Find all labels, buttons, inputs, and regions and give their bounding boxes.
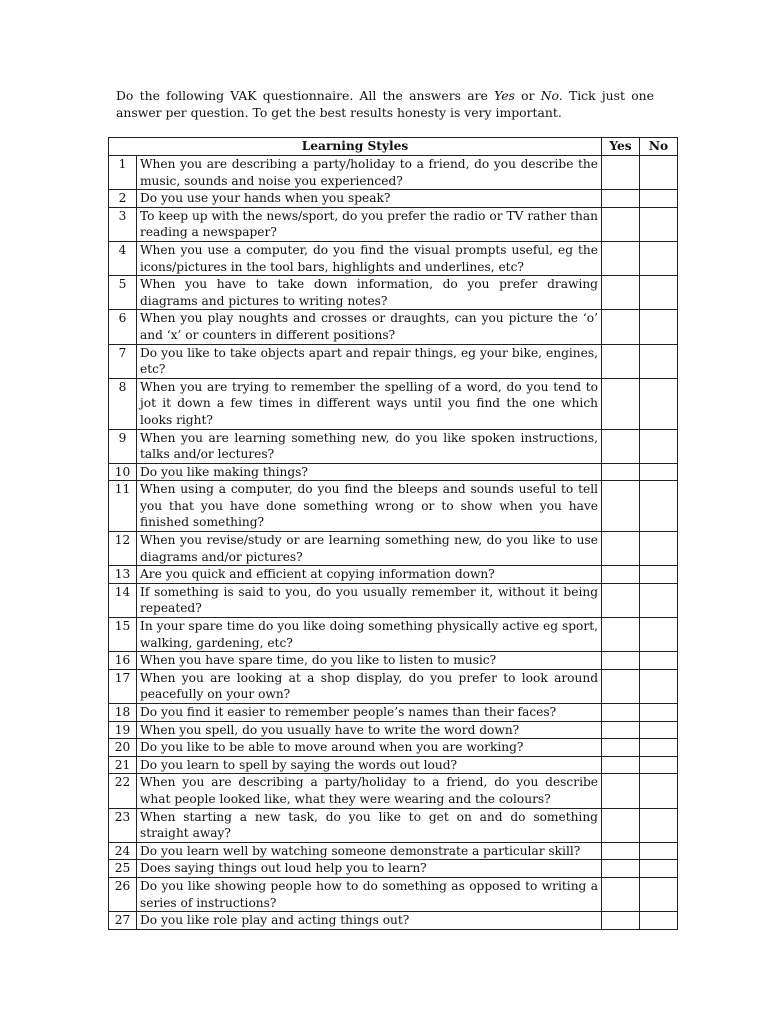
table-row	[109, 860, 678, 878]
question-text: If something is said to you, do you usually remember it, without it being repeated?	[137, 583, 602, 617]
question-text: Do you use your hands when you speak?	[137, 190, 602, 208]
question-text: Do you like making things?	[137, 463, 602, 481]
header-learning-styles: Learning Styles	[109, 138, 602, 156]
question-text: Does saying things out loud help you to learn?	[137, 860, 602, 878]
yes-answer-cell[interactable]	[602, 378, 640, 429]
header-row	[109, 138, 678, 156]
yes-answer-cell[interactable]	[602, 860, 640, 878]
instructions-text-2: or	[514, 88, 541, 103]
no-answer-cell[interactable]	[640, 756, 678, 774]
table-row	[109, 808, 678, 842]
table-row	[109, 156, 678, 190]
question-text: When you have spare time, do you like to listen to music?	[137, 652, 602, 670]
yes-answer-cell[interactable]	[602, 207, 640, 241]
yes-answer-cell[interactable]	[602, 429, 640, 463]
no-answer-cell[interactable]	[640, 156, 678, 190]
header-no: No	[640, 138, 678, 156]
yes-answer-cell[interactable]	[602, 310, 640, 344]
instructions-paragraph	[116, 87, 654, 121]
question-rows	[109, 156, 678, 930]
yes-answer-cell[interactable]	[602, 912, 640, 930]
yes-answer-cell[interactable]	[602, 583, 640, 617]
table-row	[109, 842, 678, 860]
table-row	[109, 378, 678, 429]
table-row	[109, 241, 678, 275]
table-row	[109, 652, 678, 670]
table-row	[109, 739, 678, 757]
question-number: 17	[109, 669, 137, 703]
question-number: 19	[109, 721, 137, 739]
question-number: 7	[109, 344, 137, 378]
yes-answer-cell[interactable]	[602, 241, 640, 275]
yes-answer-cell[interactable]	[602, 652, 640, 670]
question-number: 13	[109, 566, 137, 584]
no-answer-cell[interactable]	[640, 481, 678, 532]
table-row	[109, 429, 678, 463]
question-number: 12	[109, 532, 137, 566]
question-number: 20	[109, 739, 137, 757]
no-answer-cell[interactable]	[640, 721, 678, 739]
yes-word: Yes	[494, 88, 515, 103]
question-number: 8	[109, 378, 137, 429]
table-row	[109, 532, 678, 566]
question-number: 6	[109, 310, 137, 344]
question-number: 4	[109, 241, 137, 275]
yes-answer-cell[interactable]	[602, 704, 640, 722]
no-answer-cell[interactable]	[640, 310, 678, 344]
no-answer-cell[interactable]	[640, 463, 678, 481]
question-text: To keep up with the news/sport, do you prefer the radio or TV rather than reading a newspaper?	[137, 207, 602, 241]
question-number: 16	[109, 652, 137, 670]
yes-answer-cell[interactable]	[602, 756, 640, 774]
no-answer-cell[interactable]	[640, 912, 678, 930]
question-number: 5	[109, 276, 137, 310]
question-text: Do you learn to spell by saying the words out loud?	[137, 756, 602, 774]
no-answer-cell[interactable]	[640, 276, 678, 310]
question-text: When you are looking at a shop display, do you prefer to look around peacefully on your own?	[137, 669, 602, 703]
instructions-text-1: Do the following VAK questionnaire. All the answers are	[116, 88, 495, 103]
question-text: Are you quick and efficient at copying information down?	[137, 566, 602, 584]
table-row	[109, 344, 678, 378]
table-row	[109, 774, 678, 808]
table-row	[109, 190, 678, 208]
no-answer-cell[interactable]	[640, 618, 678, 652]
table-row	[109, 877, 678, 911]
yes-answer-cell[interactable]	[602, 721, 640, 739]
yes-answer-cell[interactable]	[602, 739, 640, 757]
no-answer-cell[interactable]	[640, 669, 678, 703]
yes-answer-cell[interactable]	[602, 618, 640, 652]
question-number: 26	[109, 877, 137, 911]
question-text: When you are learning something new, do you like spoken instructions, talks and/or lectures?	[137, 429, 602, 463]
no-answer-cell[interactable]	[640, 774, 678, 808]
yes-answer-cell[interactable]	[602, 877, 640, 911]
yes-answer-cell[interactable]	[602, 463, 640, 481]
question-number: 25	[109, 860, 137, 878]
no-answer-cell[interactable]	[640, 241, 678, 275]
no-answer-cell[interactable]	[640, 704, 678, 722]
question-text: Do you like to be able to move around when you are working?	[137, 739, 602, 757]
question-number: 23	[109, 808, 137, 842]
question-text: Do you learn well by watching someone demonstrate a particular skill?	[137, 842, 602, 860]
question-text: When you are describing a party/holiday to a friend, do you describe the music, sounds and noise you experienced?	[137, 156, 602, 190]
question-text: When starting a new task, do you like to get on and do something straight away?	[137, 808, 602, 842]
question-number: 24	[109, 842, 137, 860]
question-text: When you have to take down information, do you prefer drawing diagrams and pictures to writing notes?	[137, 276, 602, 310]
table-row	[109, 566, 678, 584]
question-number: 15	[109, 618, 137, 652]
yes-answer-cell[interactable]	[602, 566, 640, 584]
no-answer-cell[interactable]	[640, 583, 678, 617]
question-text: When you use a computer, do you find the visual prompts useful, eg the icons/pictures in the tool bars, highlights and underlines, etc?	[137, 241, 602, 275]
no-answer-cell[interactable]	[640, 429, 678, 463]
instructions-text-3: Tick just one answer per question. To get the best results honesty is very important.	[116, 88, 654, 120]
no-answer-cell[interactable]	[640, 860, 678, 878]
question-text: Do you like role play and acting things out?	[137, 912, 602, 930]
no-answer-cell[interactable]	[640, 344, 678, 378]
no-answer-cell[interactable]	[640, 652, 678, 670]
no-answer-cell[interactable]	[640, 842, 678, 860]
question-number: 10	[109, 463, 137, 481]
question-text: When you spell, do you usually have to write the word down?	[137, 721, 602, 739]
yes-answer-cell[interactable]	[602, 532, 640, 566]
question-text: Do you like to take objects apart and repair things, eg your bike, engines, etc?	[137, 344, 602, 378]
question-number: 3	[109, 207, 137, 241]
header-yes: Yes	[602, 138, 640, 156]
question-text: When using a computer, do you find the bleeps and sounds useful to tell you that you have done something wrong or to show when you have finished something?	[137, 481, 602, 532]
no-answer-cell[interactable]	[640, 190, 678, 208]
table-row	[109, 481, 678, 532]
table-row	[109, 583, 678, 617]
yes-answer-cell[interactable]	[602, 774, 640, 808]
yes-answer-cell[interactable]	[602, 842, 640, 860]
table-row	[109, 207, 678, 241]
question-text: When you are trying to remember the spelling of a word, do you tend to jot it down a few times in different ways until you find the one which looks right?	[137, 378, 602, 429]
table-row	[109, 704, 678, 722]
table-row	[109, 618, 678, 652]
question-text: In your spare time do you like doing something physically active eg sport, walking, gardening, etc?	[137, 618, 602, 652]
question-number: 9	[109, 429, 137, 463]
no-answer-cell[interactable]	[640, 566, 678, 584]
yes-answer-cell[interactable]	[602, 481, 640, 532]
question-number: 21	[109, 756, 137, 774]
question-text: When you revise/study or are learning something new, do you like to use diagrams and/or pictures?	[137, 532, 602, 566]
question-text: Do you find it easier to remember people’s names than their faces?	[137, 704, 602, 722]
yes-answer-cell[interactable]	[602, 669, 640, 703]
yes-answer-cell[interactable]	[602, 808, 640, 842]
questionnaire-table	[108, 137, 678, 930]
yes-answer-cell[interactable]	[602, 156, 640, 190]
question-number: 11	[109, 481, 137, 532]
question-number: 14	[109, 583, 137, 617]
no-answer-cell[interactable]	[640, 739, 678, 757]
table-row	[109, 721, 678, 739]
no-word: No.	[540, 88, 563, 103]
no-answer-cell[interactable]	[640, 808, 678, 842]
question-text: When you play noughts and crosses or draughts, can you picture the ‘o’ and ‘x’ or counters in different positions?	[137, 310, 602, 344]
question-text: Do you like showing people how to do something as opposed to writing a series of instructions?	[137, 877, 602, 911]
question-number: 2	[109, 190, 137, 208]
question-text: When you are describing a party/holiday to a friend, do you describe what people looked like, what they were wearing and the colours?	[137, 774, 602, 808]
no-answer-cell[interactable]	[640, 532, 678, 566]
table-row	[109, 276, 678, 310]
yes-answer-cell[interactable]	[602, 276, 640, 310]
table-row	[109, 669, 678, 703]
no-answer-cell[interactable]	[640, 877, 678, 911]
no-answer-cell[interactable]	[640, 378, 678, 429]
question-number: 22	[109, 774, 137, 808]
question-number: 18	[109, 704, 137, 722]
table-row	[109, 912, 678, 930]
question-number: 1	[109, 156, 137, 190]
question-number: 27	[109, 912, 137, 930]
yes-answer-cell[interactable]	[602, 344, 640, 378]
no-answer-cell[interactable]	[640, 207, 678, 241]
yes-answer-cell[interactable]	[602, 190, 640, 208]
table-row	[109, 756, 678, 774]
table-row	[109, 310, 678, 344]
table-row	[109, 463, 678, 481]
